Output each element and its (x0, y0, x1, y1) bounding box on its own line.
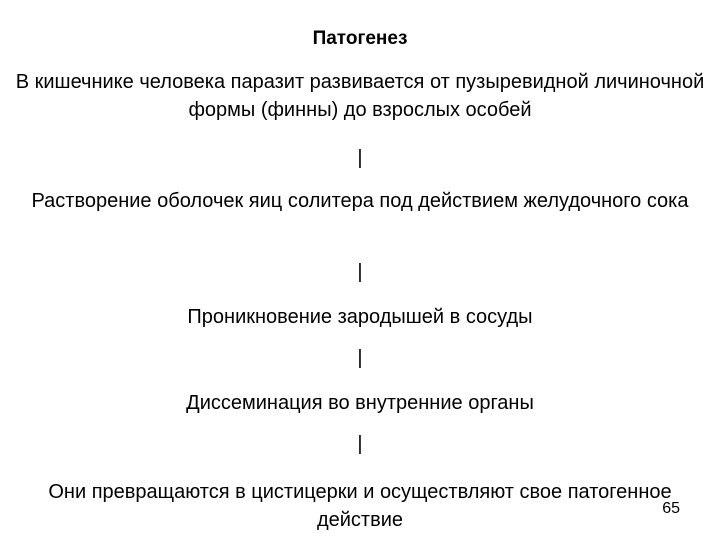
step-5: Они превращаются в цистицерки и осуществляют свое патогенное действие (48, 481, 672, 531)
step-3: Проникновение зародышей в сосуды (187, 306, 533, 328)
page-number: 65 (662, 500, 680, 517)
step-separator-1: | (357, 147, 363, 169)
step-separator-4: | (357, 433, 363, 455)
step-separator-3: | (357, 347, 363, 369)
step-1: В кишечнике человека паразит развивается от пузыревидной личиночной формы (финны) до взрослых особей (15, 71, 705, 121)
step-4: Диссеминация во внутренние органы (186, 392, 534, 414)
step-separator-2: | (357, 261, 363, 283)
slide-title: Патогенез (312, 28, 408, 49)
step-2: Растворение оболочек яиц солитера под действием желудочного сока (31, 190, 689, 212)
